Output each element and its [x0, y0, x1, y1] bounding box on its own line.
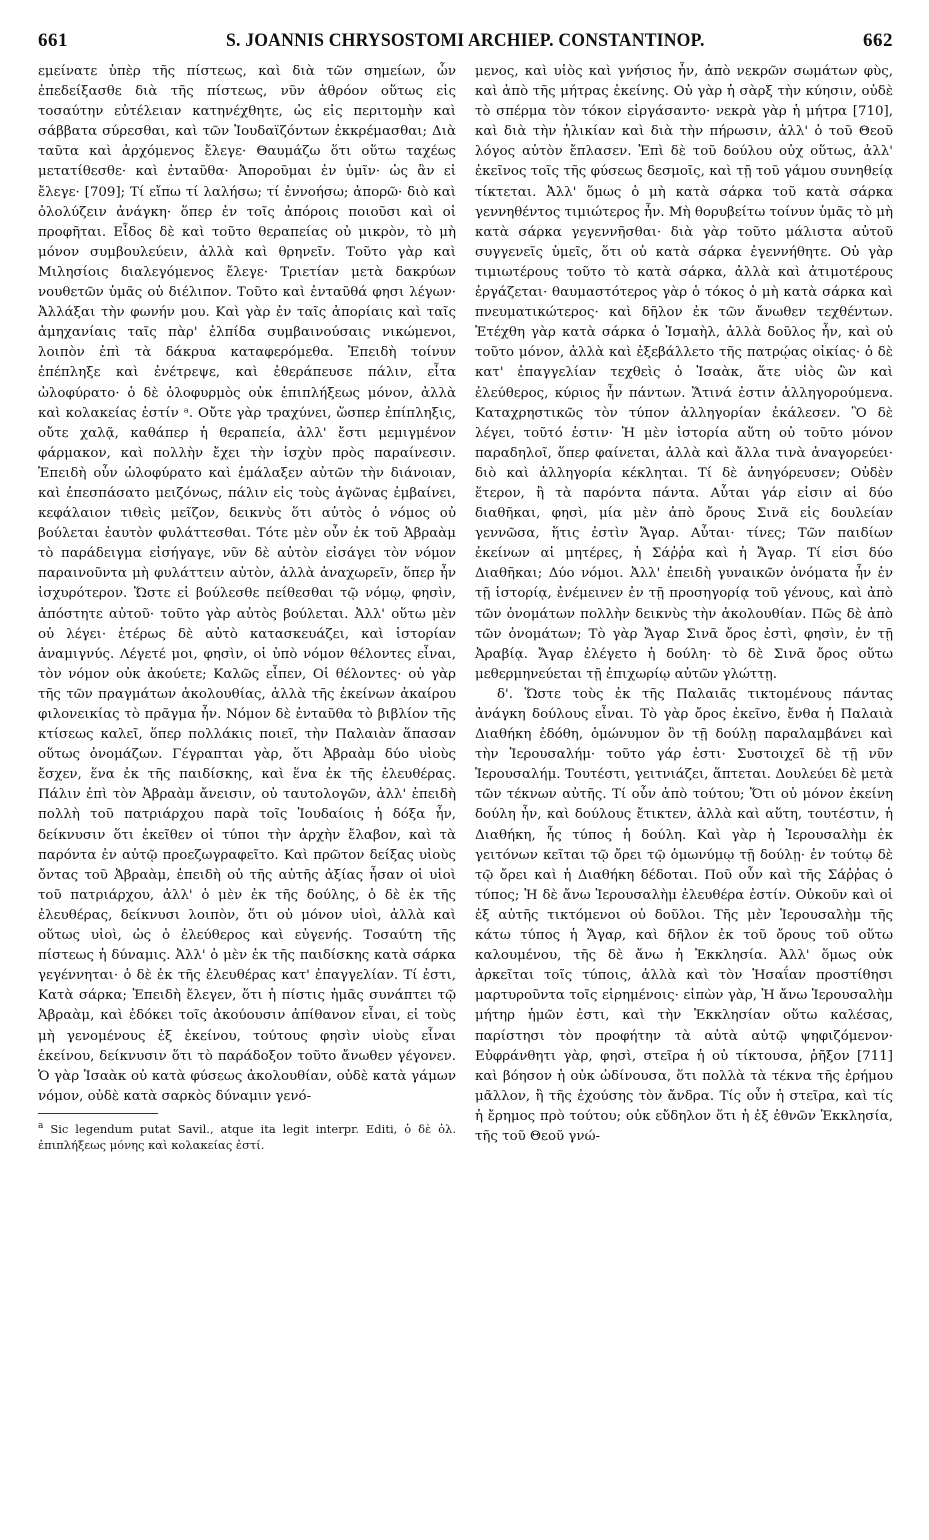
- two-column-body: [38, 62, 893, 1153]
- footnote-rule: [38, 1113, 158, 1114]
- running-header: [38, 30, 893, 56]
- left-page-number: 661: [38, 30, 68, 51]
- running-title: S. JOANNIS CHRYSOSTOMI ARCHIEP. CONSTANTINOP.: [226, 30, 705, 51]
- footnote: [38, 1118, 456, 1153]
- left-column-text: εμείνατε ὑπὲρ τῆς πίστεως, καὶ διὰ τῶν σημείων, ὧν ἐπεδείξασθε διὰ τῆς πίστεως, νῦν ἀθρόον οὕτως εἰς τοσαύτην εὐτέλειαν κατηνέχθητε, ὡς εἰς περιτομὴν καὶ σάββατα σύρεσθαι, καὶ τῶν Ἰουδαϊζόντων ἐκκρέμασθαι; Διὰ ταῦτα καὶ ἀρχόμενος ἔλεγε· Θαυμάζω ὅτι οὕτω ταχέως μετατίθεσθε· καὶ ἐνταῦθα· Ἀποροῦμαι ἐν ὑμῖν· ὡς ἂν εἰ ἔλεγε· [709]; Τί εἴπω τί λαλήσω; τί ἐννοήσω; ἀπορῶ· διὸ καὶ ὀλολύζειν ἀνάγκη· ὅπερ ἐν τοῖς ἀπόροις ποιοῦσι καὶ οἱ προφῆται. Εἶδος δὲ καὶ τοῦτο θεραπείας οὐ μικρὸν, τὸ μὴ μόνον συμβουλεύειν, ἀλλὰ καὶ θρηνεῖν. Τοῦτο γὰρ καὶ Μιλησίοις διαλεγόμενος ἔλεγε· Τριετίαν μετὰ δακρύων νουθετῶν ὑμᾶς οὐ διέλιπον. Τοῦτο καὶ ἐνταῦθά φησι λέγων· Ἀλλάξαι τὴν φωνήν μου. Καὶ γὰρ ἐν ταῖς ἀπορίαις καὶ ταῖς ἀμηχανίαις ταῖς πὰρ' ἐλπίδα συμβαινούσαις νικώμενοι, λοιπὸν ἐπὶ τὰ δάκρυα καταφερόμεθα. Ἐπειδὴ τοίνυν ἐπέπληξε καὶ ἐνέτρεψε, καὶ ἐθεράπευσε πάλιν, εἶτα ὡλοφύρατο· ὁ δὲ ὀλοφυρμὸς οὐκ ἐπιπλήξεως μόνον, ἀλλὰ καὶ κολακείας ἐστίν ᵃ. Οὔτε γὰρ τραχύνει, ὥσπερ ἐπίπληξις, οὔτε χαλᾷ, καθάπερ ἡ θεραπεία, ἀλλ' ἔστι μεμιγμένον φάρμακον, καὶ πολλὴν ἔχει τὴν ἰσχὺν πρὸς παραίνεσιν. Ἐπειδὴ οὖν ὡλοφύρατο καὶ ἐμάλαξεν αὐτῶν τὴν διάνοιαν, καὶ ἐπεσπάσατο μειζόνως, πάλιν εἰς τοὺς ἀγῶνας ἐμβαίνει, κεφάλαιον τιθεὶς μεῖζον, δεικνὺς ὅτι αὐτὸς ὁ νόμος οὐ βούλεται ἑαυτὸν φυλάττεσθαι. Τότε μὲν οὖν ἐκ τοῦ Ἀβραὰμ τὸ παράδειγμα εἰσήγαγε, νῦν δὲ αὐτὸν εἰσάγει τὸν νόμον παραινοῦντα μὴ φυλάττειν αὐτὸν, ἀλλὰ ἀναχωρεῖν, ὅπερ ἦν ἰσχυρότερον. Ὥστε εἰ βούλεσθε πείθεσθαι τῷ νόμῳ, φησὶν, ἀπόστητε αὐτοῦ· τοῦτο γὰρ αὐτὸς βούλεται. Ἀλλ' οὕτω μὲν οὐ λέγει· ἑτέρως δὲ αὐτὸ κατασκευάζει, καὶ ἱστορίαν ἀναμιγνύς. Λέγετέ μοι, φησὶν, οἱ ὑπὸ νόμον θέλοντες εἶναι, τὸν νόμον οὐκ ἀκούετε; Καλῶς εἶπεν, Οἱ θέλοντες· οὐ γὰρ τῆς τῶν πραγμάτων ἀκολουθίας, ἀλλὰ τῆς ἐκείνων ἀκαίρου φιλονεικίας τὸ πρᾶγμα ἦν. Νόμον δὲ ἐνταῦθα τὸ βιβλίον τῆς κτίσεως καλεῖ, ὅπερ πολλάκις ποιεῖ, τὴν Παλαιὰν ἅπασαν οὕτως ὀνομάζων. Γέγραπται γὰρ, ὅτι Ἀβραὰμ δύο υἱοὺς ἔσχεν, ἕνα ἐκ τῆς παιδίσκης, καὶ ἕνα ἐκ τῆς ἐλευθέρας. Πάλιν ἐπὶ τὸν Ἀβραὰμ ἄνεισιν, οὐ ταυτολογῶν, ἀλλ' ἐπειδὴ πολλὴ τοῦ πατριάρχου παρὰ τοῖς Ἰουδαίοις ἡ δόξα ἦν, δείκνυσιν ὅτι ἐκεῖθεν οἱ τύποι τὴν ἀρχὴν ἔλαβον, καὶ τὰ παρόντα ἐν αὐτῷ προεζωγραφεῖτο. Καὶ πρῶτον δείξας υἱοὺς ὄντας τοῦ Ἀβραὰμ, ἐπειδὴ οὐ τῆς αὐτῆς ἀξίας ἦσαν οἱ υἱοὶ τοῦ πατριάρχου, ἀλλ' ὁ μὲν ἐκ τῆς δούλης, ὁ δὲ ἐκ τῆς ἐλευθέρας, δείκνυσι λοιπὸν, ὅτι οὐ μόνον υἱοὶ, ἀλλὰ καὶ οὕτως υἱοὶ, ὡς ὁ ἐλεύθερος καὶ εὐγενής. Τοσαύτη τῆς πίστεως ἡ δύναμις. Ἀλλ' ὁ μὲν ἐκ τῆς παιδίσκης κατὰ σάρκα γεγέννηται· ὁ δὲ ἐκ τῆς ἐλευθέρας κατ' ἐπαγγελίαν. Τί ἐστι, Κατὰ σάρκα; Ἐπειδὴ ἔλεγεν, ὅτι ἡ πίστις ἡμᾶς συνάπτει τῷ Ἀβραὰμ, καὶ ἐδόκει τοῖς ἀκούουσιν ἀπίθανον εἶναι, εἰ τοὺς μὴ γενομένους ἐξ ἐκείνου, τούτους φησὶν υἱοὺς εἶναι ἐκείνου, δείκνυσιν ὅτι τὸ παράδοξον τοῦτο ἄνωθεν γέγονεν. Ὁ γὰρ Ἰσαὰκ οὐ κατὰ φύσεως ἀκολουθίαν, οὐδὲ κατὰ γάμων νόμον, οὐδὲ κατὰ σαρκὸς δύναμιν γενό-: [38, 64, 456, 1104]
- right-column: [475, 62, 893, 1153]
- left-column: [38, 62, 456, 1153]
- right-column-text-1: μενος, καὶ υἱὸς καὶ γνήσιος ἦν, ἀπὸ νεκρῶν σωμάτων φὺς, καὶ ἀπὸ τῆς μήτρας ἐκείνης. Οὐ γὰρ ἡ σὰρξ τὴν κύησιν, οὐδὲ τὸ σπέρμα τὸν τόκον εἰργάσαντο· νεκρὰ γὰρ ἡ μήτρα [710], καὶ διὰ τὴν ἡλικίαν καὶ διὰ τὴν πήρωσιν, ἀλλ' ὁ τοῦ Θεοῦ λόγος αὐτὸν ἔπλασεν. Ἐπὶ δὲ τοῦ δούλου οὐχ οὕτως, ἀλλ' ἐκεῖνος τοῖς τῆς φύσεως δεσμοῖς, καὶ τῇ τοῦ γάμου συνηθείᾳ τίκτεται. Ἀλλ' ὅμως ὁ μὴ κατὰ σάρκα τοῦ κατὰ σάρκα γεννηθέντος τιμιώτερος ἦν. Μὴ θορυβείτω τοίνυν ὑμᾶς τὸ μὴ κατὰ σάρκα γεγεννῆσθαι· διὰ γὰρ τοῦτο μάλιστα αὐτοῦ συγγενεῖς ὑμεῖς, ὅτι οὐ κατὰ σάρκα ἐγεννήθητε. Οὐ γὰρ τιμιωτέρους τοῦτο τὸ κατὰ σάρκα, ἀλλὰ καὶ ἀτιμοτέρους ἐργάζεται· θαυμαστότερος γὰρ ὁ τόκος ὁ μὴ κατὰ σάρκα καὶ πνευματικώτερος· καὶ δῆλον ἐκ τῶν ἄνωθεν τεχθέντων. Ἐτέχθη γὰρ κατὰ σάρκα ὁ Ἰσμαὴλ, ἀλλὰ δοῦλος ἦν, καὶ οὐ τοῦτο μόνον, ἀλλὰ καὶ ἐξεβάλλετο τῆς πατρῴας οἰκίας· ὁ δὲ κατ' ἐπαγγελίαν τεχθεὶς ὁ Ἰσαὰκ, ἅτε υἱὸς ὢν καὶ ἐλεύθερος, κύριος ἦν πάντων. Ἅτινά ἐστιν ἀλληγορούμενα. Καταχρηστικῶς τὸν τύπον ἀλληγορίαν ἐκάλεσεν. Ὃ δὲ λέγει, τοῦτό ἐστιν· Ἡ μὲν ἱστορία αὕτη οὐ τοῦτο μόνον παραδηλοῖ, ὅπερ φαίνεται, ἀλλὰ καὶ ἄλλα τινὰ ἀναγορεύει· διὸ καὶ ἀλληγορία κέκληται. Τί δὲ ἀνηγόρευσεν; Οὐδὲν ἕτερον, ἢ τὰ παρόντα πάντα. Αὗται γάρ εἰσιν αἱ δύο διαθῆκαι, φησὶ, μία μὲν ἀπὸ ὄρους Σινᾶ εἰς δουλείαν γεννῶσα, ἥτις ἐστὶν Ἄγαρ. Αὗται· τίνες; Τῶν παιδίων ἐκείνων αἱ μητέρες, ἡ Σάῤῥα καὶ ἡ Ἄγαρ. Τί εἰσι δύο Διαθῆκαι; Δύο νόμοι. Ἀλλ' ἐπειδὴ γυναικῶν ὀνόματα ἦν ἐν τῇ ἱστορίᾳ, ἐνέμεινεν ἐν τῇ προσηγορίᾳ τοῦ γένους, καὶ ἀπὸ τῶν ὀνομάτων πολλὴν δεικνὺς τὴν ἀκολουθίαν. Πῶς δὲ ἀπὸ τῶν ὀνομάτων; Τὸ γὰρ Ἄγαρ Σινᾶ ὄρος ἐστὶ, φησὶν, ἐν τῇ Ἀραβίᾳ. Ἄγαρ ἐλέγετο ἡ δούλη· τὸ δὲ Σινᾶ ὄρος οὕτω μεθερμηνεύεται τῇ ἐπιχωρίῳ αὐτῶν γλώττῃ.: [475, 64, 893, 682]
- right-page-number: 662: [863, 30, 893, 51]
- footnote-text: Sic legendum putat Savil., atque ita legit interpr. Editi, ὁ δὲ ὀλ. ἐπιπλήξεως μόνης καὶ κολακείας ἐστί.: [38, 1121, 456, 1152]
- right-column-text-2: δ'. Ὥστε τοὺς ἐκ τῆς Παλαιᾶς τικτομένους πάντας ἀνάγκη δούλους εἶναι. Τὸ γὰρ ὄρος ἐκεῖνο, ἔνθα ἡ Παλαιὰ Διαθήκη ἐδόθη, ὁμώνυμον ὂν τῇ δούλῃ παραλαμβάνει καὶ τὴν Ἱερουσαλήμ· τοῦτο γάρ ἐστι· Συστοιχεῖ δὲ τῇ νῦν Ἱερουσαλήμ. Τουτέστι, γειτνιάζει, ἅπτεται. Δουλεύει δὲ μετὰ τῶν τέκνων αὐτῆς. Τί οὖν ἀπὸ τούτου; Ὅτι οὐ μόνον ἐκείνη δούλη ἦν, καὶ δούλους ἔτικτεν, ἀλλὰ καὶ αὕτη, τουτέστιν, ἡ Διαθήκη, ἧς τύπος ἡ δούλη. Καὶ γὰρ ἡ Ἱερουσαλὴμ ἐκ γειτόνων κεῖται τῷ ὄρει τῷ ὁμωνύμῳ τῇ δούλῃ· ἐν τούτῳ δὲ τῷ ὄρει καὶ ἡ Διαθήκη δέδοται. Ποῦ οὖν καὶ τῆς Σάῤῥας ὁ τύπος; Ἡ δὲ ἄνω Ἱερουσαλὴμ ἐλευθέρα ἐστίν. Οὐκοῦν καὶ οἱ ἐξ αὐτῆς τικτόμενοι οὐ δοῦλοι. Τῆς μὲν Ἱερουσαλὴμ τῆς κάτω τύπος ἡ Ἄγαρ, καὶ δῆλον ἐκ τοῦ ὄρους τοῦ οὕτω καλουμένου, τῆς δὲ ἄνω ἡ Ἐκκλησία. Ἀλλ' ὅμως οὐκ ἀρκεῖται τοῖς τύποις, ἀλλὰ καὶ τὸν Ἡσαΐαν προστίθησι μαρτυροῦντα τοῖς εἰρημένοις· εἰπὼν γὰρ, Ἡ ἄνω Ἱερουσαλὴμ μήτηρ ἡμῶν ἐστι, καὶ τὴν Ἐκκλησίαν οὕτω καλέσας, παρίστησι τὸν προφήτην τὰ αὐτὰ αὐτῷ ψηφιζόμενον· Εὐφράνθητι γὰρ, φησὶ, στεῖρα ἡ οὐ τίκτουσα, ῥῆξον [711] καὶ βόησον ἡ οὐκ ὠδίνουσα, ὅτι πολλὰ τὰ τέκνα τῆς ἐρήμου μᾶλλον, ἢ τῆς ἐχούσης τὸν ἄνδρα. Τίς οὖν ἡ στεῖρα, καὶ τίς ἡ ἔρημος πρὸ τούτου; οὐκ εὔδηλον ὅτι ἡ ἐξ ἐθνῶν Ἐκκλησία, τῆς τοῦ Θεοῦ γνώ-: [475, 686, 893, 1144]
- footnote-marker: a: [38, 1120, 44, 1131]
